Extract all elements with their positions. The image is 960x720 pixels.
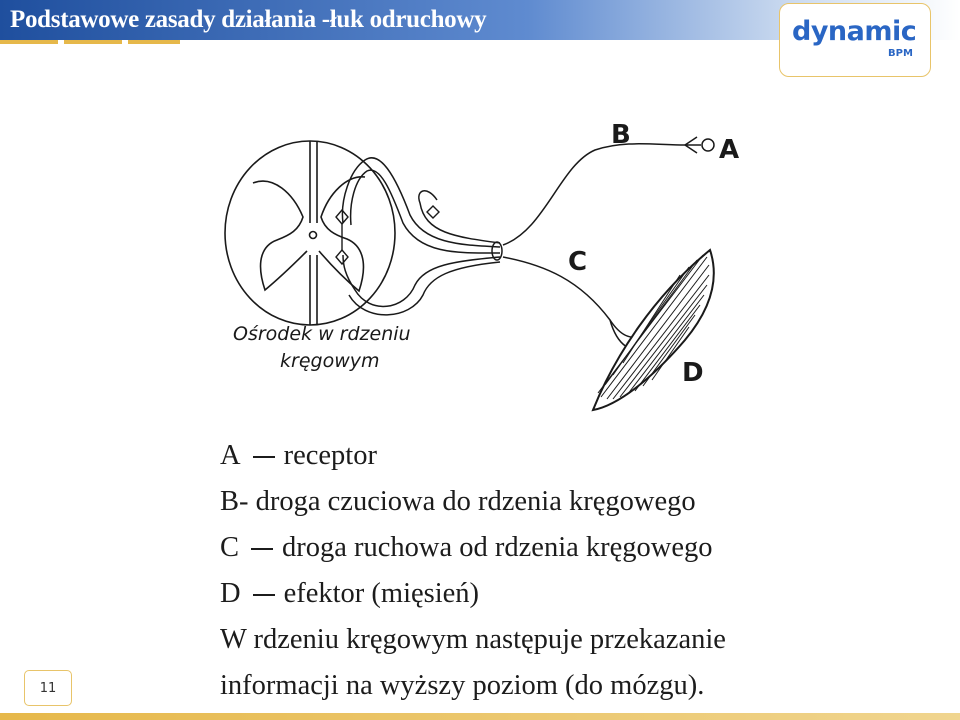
note-line-2: informacji na wyższy poziom (do mózgu). <box>220 670 705 701</box>
page-number: 11 <box>24 670 72 706</box>
label-d: D <box>682 358 704 388</box>
legend-item-b: B- droga czuciowa do rdzenia kręgowego <box>220 486 696 517</box>
logo-word: dynamic <box>792 16 917 47</box>
legend-item-a <box>220 433 880 479</box>
dash-icon <box>253 594 275 596</box>
legend-item-d <box>220 571 880 617</box>
label-a: A <box>719 135 740 165</box>
label-b: B <box>611 120 631 150</box>
company-logo <box>779 3 931 77</box>
logo-subtitle: BPM <box>888 48 913 59</box>
center-label-line1: Ośrodek w rdzeniu <box>233 323 411 345</box>
title-underline <box>0 40 180 44</box>
note-line-1: W rdzeniu kręgowym następuje przekazanie <box>220 624 726 655</box>
center-label-line2: kręgowym <box>280 350 380 372</box>
bottom-bar <box>0 713 960 720</box>
legend-letter-c: C <box>220 532 240 563</box>
legend-text-a: receptor <box>283 440 377 471</box>
spinal-cord-cross-section <box>225 141 395 325</box>
slide-title: Podstawowe zasady działania -łuk odruchowy <box>10 6 487 33</box>
legend <box>220 433 880 709</box>
reflex-arc-diagram <box>215 105 760 425</box>
legend-text-c: droga ruchowa od rdzenia kręgowego <box>282 532 713 563</box>
dash-icon <box>251 548 273 550</box>
legend-text-d: efektor (mięsień) <box>283 578 480 609</box>
dash-icon <box>253 456 275 458</box>
legend-letter-d: D <box>220 578 241 609</box>
label-c: C <box>568 247 588 277</box>
legend-item-c <box>220 525 880 571</box>
legend-letter-a: A <box>220 440 241 471</box>
